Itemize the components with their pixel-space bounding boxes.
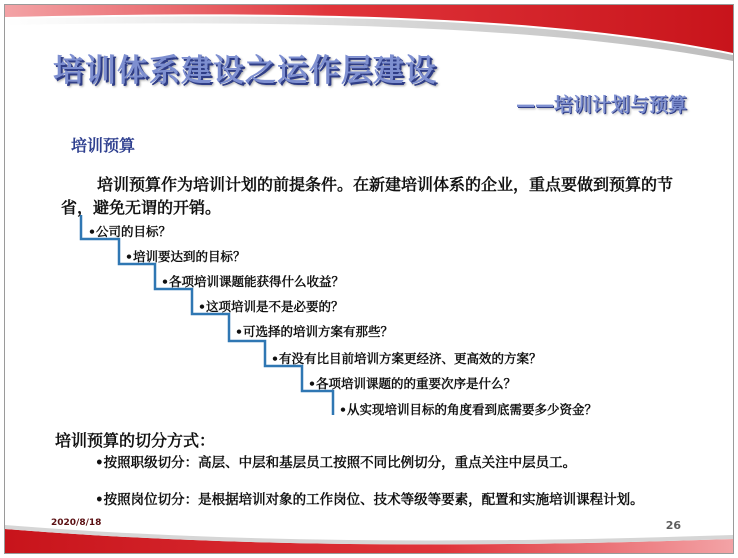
slide-subtitle: ——培训计划与预算: [515, 94, 687, 116]
step-item: •各项培训课题的的重要次序是什么？: [308, 376, 516, 391]
split-method-item: •按照职级切分：高层、中层和基层员工按照不同比例切分，重点关注中层员工。: [95, 455, 577, 471]
section-heading: 培训预算: [71, 136, 136, 155]
footer-date: 2020/8/18: [51, 518, 102, 528]
step-item: •有没有比目前培训方案更经济、更高效的方案？: [271, 351, 542, 366]
step-item: •这项培训是不是必要的？: [198, 299, 344, 314]
intro-paragraph: 培训预算作为培训计划的前提条件。在新建培训体系的企业，重点要做到预算的节省，避免无谓的开销。: [61, 175, 674, 217]
page-number: 26: [665, 519, 681, 532]
step-item: •培训要达到的目标？: [125, 249, 246, 264]
split-methods-heading: 培训预算的切分方式：: [55, 431, 216, 450]
step-item: •可选择的培训方案有那些？: [235, 324, 393, 339]
bottom-banner-decoration: [5, 513, 733, 553]
step-item: •各项培训课题能获得什么收益？: [161, 274, 344, 289]
step-item: •从实现培训目标的角度看到底需要多少资金？: [339, 402, 597, 417]
step-item: •公司的目标？: [88, 224, 171, 239]
split-method-item: •按照岗位切分：是根据培训对象的工作岗位、技术等级等要素，配置和实施培训课程计划。: [95, 492, 644, 508]
slide: [4, 4, 734, 554]
slide-title: 培训体系建设之运作层建设: [53, 53, 437, 89]
